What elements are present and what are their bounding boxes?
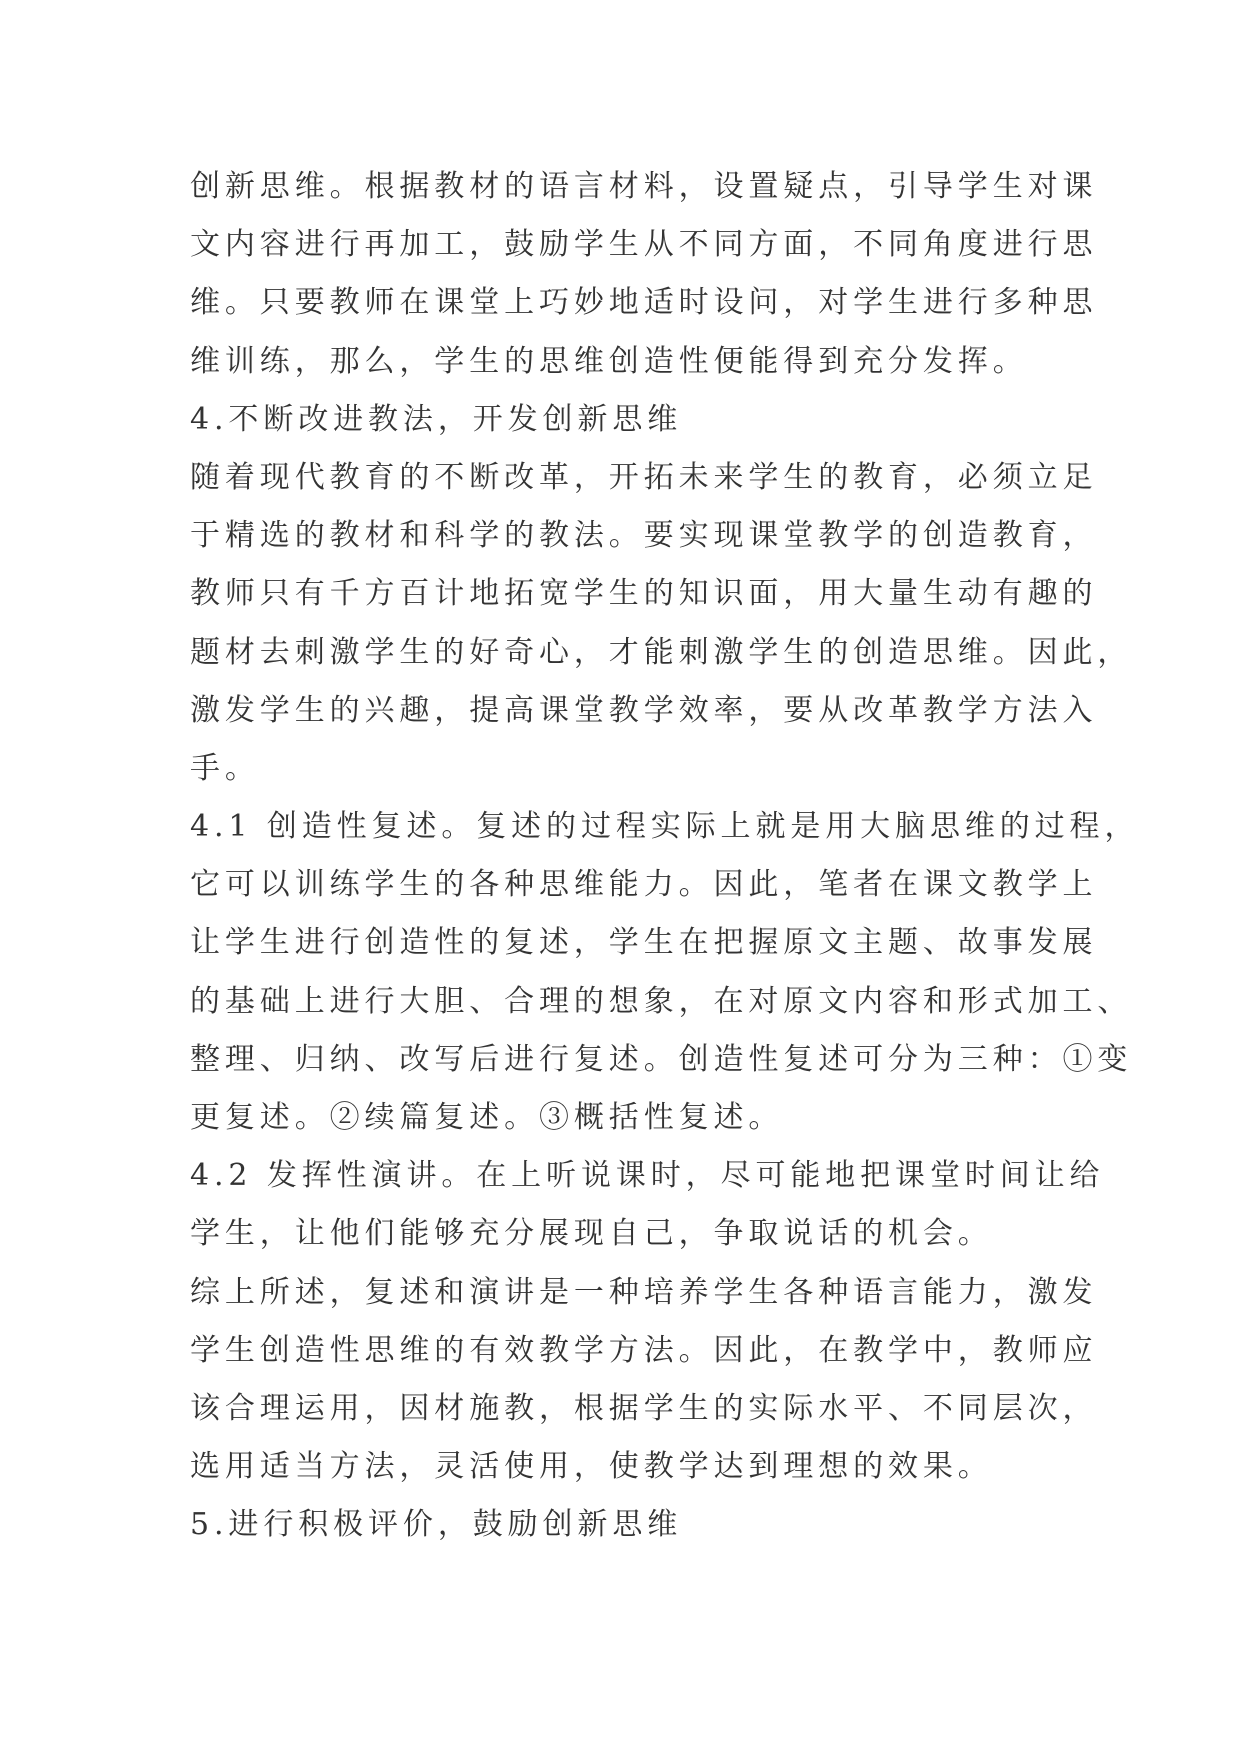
text-line: 维。只要教师在课堂上巧妙地适时设问，对学生进行多种思 <box>190 285 1098 321</box>
text-line: 学生创造性思维的有效教学方法。因此，在教学中，教师应 <box>190 1332 1098 1368</box>
text-line: 维训练，那么，学生的思维创造性便能得到充分发挥。 <box>190 343 1028 379</box>
text-line: 文内容进行再加工，鼓励学生从不同方面，不同角度进行思 <box>190 227 1098 263</box>
text-line: 综上所述，复述和演讲是一种培养学生各种语言能力，激发 <box>190 1274 1098 1310</box>
body-text <box>190 158 1140 1555</box>
section-heading: 5.进行积极评价，鼓励创新思维 <box>190 1507 683 1543</box>
text-line: 更复述。②续篇复述。③概括性复述。 <box>190 1100 784 1135</box>
text-line: 创新思维。根据教材的语言材料，设置疑点，引导学生对课 <box>190 169 1098 204</box>
text-line: 让学生进行创造性的复述，学生在把握原文主题、故事发展 <box>190 925 1098 961</box>
text-line: 选用适当方法，灵活使用，使教学达到理想的效果。 <box>190 1449 993 1485</box>
text-line: 该合理运用，因材施教，根据学生的实际水平、不同层次， <box>190 1390 1098 1426</box>
text-line: 于精选的教材和科学的教法。要实现课堂教学的创造教育， <box>190 518 1098 554</box>
text-line: 手。 <box>190 750 260 786</box>
text-line: 教师只有千方百计地拓宽学生的知识面，用大量生动有趣的 <box>190 576 1098 612</box>
section-heading: 4.不断改进教法，开发创新思维 <box>190 401 683 437</box>
text-line: 激发学生的兴趣，提高课堂教学效率，要从改革教学方法入 <box>190 692 1098 728</box>
text-line: 学生，让他们能够充分展现自己，争取说话的机会。 <box>190 1216 993 1252</box>
subsection-line: 4.2 发挥性演讲。在上听说课时，尽可能地把课堂时间让给 <box>190 1158 1105 1194</box>
text-line: 随着现代教育的不断改革，开拓未来学生的教育，必须立足 <box>190 459 1098 495</box>
text-line: 它可以训练学生的各种思维能力。因此，笔者在课文教学上 <box>190 867 1098 903</box>
text-line: 的基础上进行大胆、合理的想象，在对原文内容和形式加工、 <box>190 983 1133 1019</box>
text-line: 整理、归纳、改写后进行复述。创造性复述可分为三种：①变 <box>190 1041 1133 1077</box>
subsection-line: 4.1 创造性复述。复述的过程实际上就是用大脑思维的过程， <box>190 809 1140 845</box>
text-line: 题材去刺激学生的好奇心，才能刺激学生的创造思维。因此， <box>190 634 1133 670</box>
